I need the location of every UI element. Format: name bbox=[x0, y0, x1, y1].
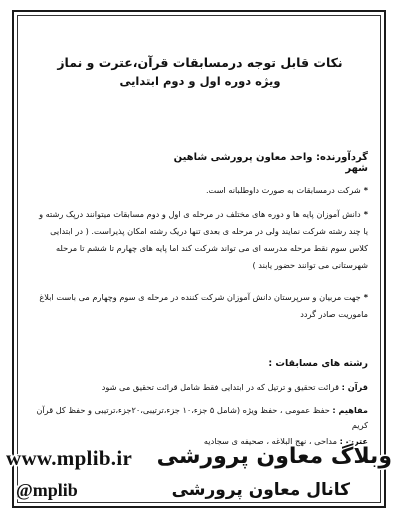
watermark-url: www.mplib.ir bbox=[6, 446, 133, 470]
document-title: نکات قابل توجه درمسابقات قرآن،عترت و نماز bbox=[57, 55, 343, 70]
paragraph-text: شرکت درمسابقات به صورت داوطلبانه است. bbox=[205, 185, 361, 195]
item-quran bbox=[34, 380, 368, 395]
item-label: عترت : bbox=[339, 436, 368, 446]
paragraph-text: جهت مربیان و سرپرستان دانش آموزان شرکت کننده در مرحله ی سوم وچهارم می باست ابلاغ ماموریت صادر گردد bbox=[39, 292, 368, 319]
watermark-channel: کانال معاون پرورشی bbox=[171, 480, 350, 500]
paragraph-participation bbox=[34, 206, 368, 274]
bullet-asterisk: * bbox=[363, 185, 368, 195]
bullet-asterisk: * bbox=[363, 209, 368, 219]
item-label: مفاهیم : bbox=[332, 405, 368, 415]
watermark-blog: وبلاگ معاون پرورشی bbox=[156, 444, 392, 469]
paragraph-text: دانش آموزان پایه ها و دوره های مختلف در مرحله ی اول و دوم مسابقات میتوانند درپک رشته و یا چند رشته شرکت نمایند ولی در مرحله ی بعدی تنها دریک رشته امکان پذیراست. ( در ابتدایی کلاس سوم نقط مرحله مدرسه ای می تواند شرکت کند اما پایه های چهارم تا ششم تا مرحله شهرستانی می توانند حضور یابند ) bbox=[39, 209, 368, 270]
section-heading: رشته های مسابقات : bbox=[268, 358, 368, 369]
watermark-handle: @mplib bbox=[16, 480, 78, 500]
paragraph-voluntary bbox=[34, 182, 368, 199]
item-label: قرآن : bbox=[341, 382, 368, 392]
item-text: حفظ عمومی ، حفظ ویژه (شامل ۵ جزء،۱۰ جزء،ترتیبی،۲۰جزء،ترتیبی و حفظ کل قرآن کریم bbox=[36, 405, 368, 430]
item-text: قرائت تحقیق و ترتیل که در ابتدایی فقط شامل قرائت تحقیق می شود bbox=[101, 382, 340, 392]
paragraph-coaches bbox=[34, 289, 368, 323]
item-concepts bbox=[34, 403, 368, 433]
bullet-asterisk: * bbox=[363, 292, 368, 302]
compiler-line: گردآورنده: واحد معاون پرورشی شاهین شهر bbox=[173, 152, 368, 174]
document-subtitle: ویژه دوره اول و دوم ابتدایی bbox=[119, 74, 281, 88]
item-text: مداحی ، نهج البلاغه ، صحیفه ی سجادیه bbox=[203, 436, 337, 446]
